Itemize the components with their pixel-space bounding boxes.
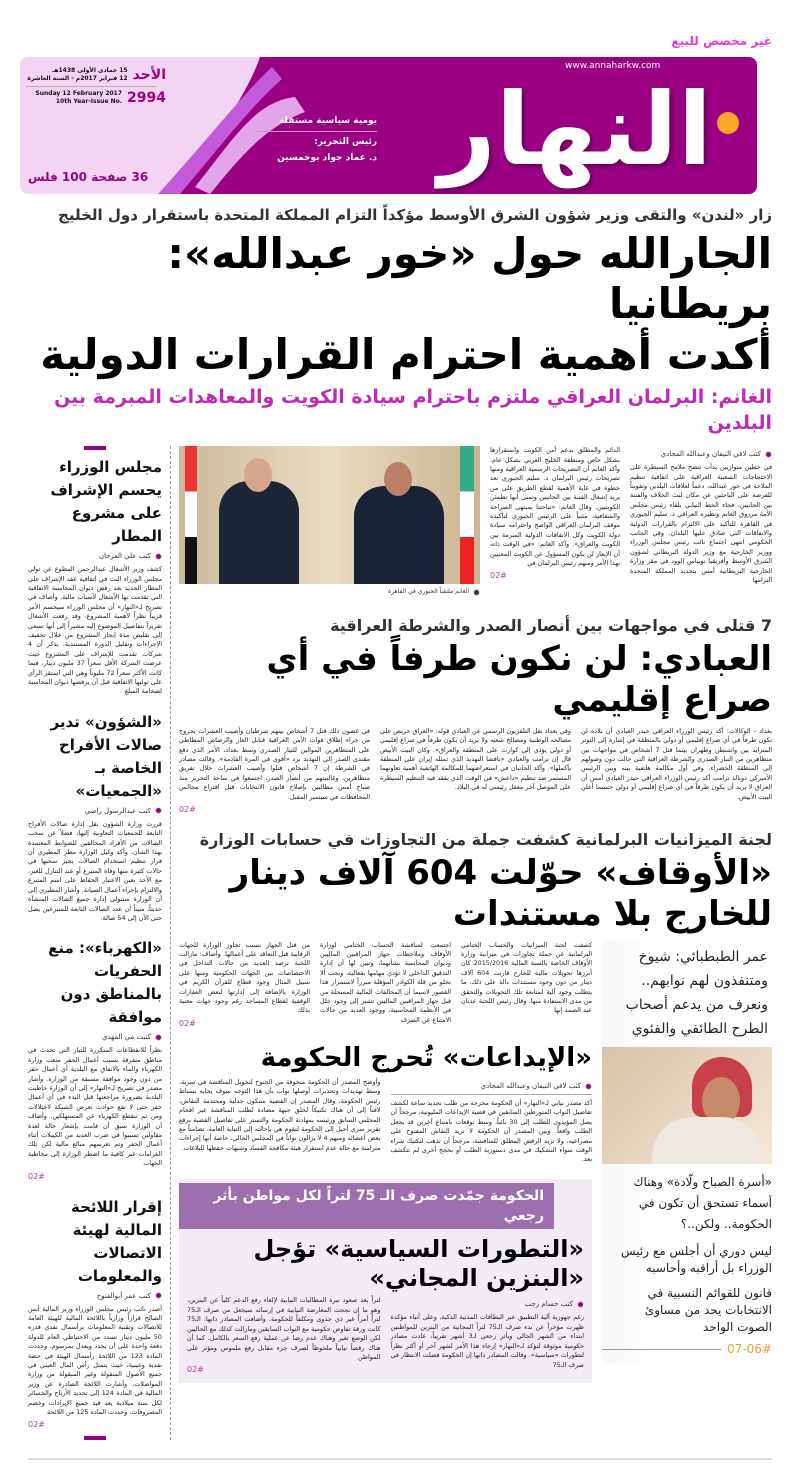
lead-photo — [179, 446, 480, 584]
lead-story — [179, 446, 772, 601]
lead-col2: الدائم والمطلق بدعم أمن الكويت واستقرارها بشكل خاص ومنطقة الخليج العربي بشكل عام. وأكد الغانم أن التصريحات الرسمية العراقية ومنها تصريحات رئيس البرلمان د. سليم الجبوري تعد خطوة في غاية الأهمية لقطع الطريق على من يريد إشعال الفتنة بين الجانبين وتمنى أنها تطمئن الكويتيين. وقال الغانم: «تباحثنا بمنتهى الصراحة والشفافية، مثنياً على الرئيس الجبوري لتأكيده موقف البرلمان العراقي الواضح واحترامه سيادة دولة الكويت وكل الاتفاقات الدولية المبرمة بين الكويت والعراق». وأكد الغانم: «في الوقت ذاته أن الإيعاز لن يكون المسؤول عن الكويت المعنيين بهذا الأمر ومنهم رئيس البرلمان في — [490, 446, 620, 568]
petrol-byline: كتب حسام رجب — [391, 1299, 585, 1309]
abadi-story — [179, 615, 772, 815]
deposits-col2: وأوضح المصدر أن الحكومة متخوفة من الجنوح لتحويل المناقشة في سرية، وسط تهديدات وتحذيرات أوصلها نواب بأن هذا التوجه سوف يجابه بسباط رئيس الحكومة، وقال المصدر إن القضية ستكون جدلية ومحتدمة النقاش، لافتاً إلى أن هناك تكتيكاً لخلق جبهة مضادة لطلب المناقشة عبر اقحام المجلس السابق ورئيسه بمهادنة الحكومة والتستر على تفاصيل القضية برفع تقرير سري أحيل إلى الحكومة لتقوم هي بإحالته إلى النيابة العامة، تضامناً مع بعض أعضائه ومنهم 4 لا يزالون نواباً في المجلس الحالي، خاصة أنها إجراءات متزامنة مع حالة عدم استقرار هيئة مكافحة الفساد وشبهات حفظها للبلاغات. — [179, 1078, 381, 1152]
deposits-byline: كتب لافي النيفان وعبدالله المجادي — [391, 1081, 593, 1095]
gregorian-date: 12 فبراير 2017م - السنة العاشرة — [27, 75, 128, 82]
date-english: Sunday 12 February 2017 — [35, 90, 123, 97]
sidebar-ref[interactable]: 02# — [28, 1171, 45, 1181]
sidebar-headline: مجلس الوزراء يحسم الإشراف على مشروع المطار — [50, 458, 162, 546]
sidebar-ref[interactable]: 02# — [28, 1420, 45, 1430]
tagline: يومية سياسية مستقلة — [257, 115, 377, 132]
main-column — [179, 446, 772, 1383]
hijri-date: 15 جمادى الأولى 1438هـ — [52, 67, 128, 74]
abadi-col2: وفي بغداد نقل التلفزيون الرسمي عن العبادي قوله: «العراق حريص على مصالحه الوطنية ومصالح شعبه ولا يريد أن يكون طرفاً في صراع إقليمي أو دولي يؤدي إلى كوارث على المنطقة والعراق». وكان البيت الأبيض قال إن ترامب والعبادي «ناقشا التهديد الذي تمثله إيران على المنطقة بأكملها». وأكد الجانبان في استعراضهما للمكالمة الهاتفية أهمية تعاونهما المستمر ضد تنظيم «داعش» في الوقت الذي يفقد فيه التنظيم السيطرة على الموصل آخر معقل رئيسي له في البلاد. — [380, 726, 571, 792]
not-for-sale-notice: غير مخصص للبيع — [671, 34, 772, 48]
editor-label: رئيس التحرير: — [314, 137, 377, 147]
opinion-column — [602, 941, 772, 1363]
sidebar-divider — [170, 446, 171, 1440]
lead-col1: في خطين متوازيين بدأت تتضح ملامح السيطرة على الاحتجاجات الشعبية العراقية على اتفاقية تنظيم الملاحة في خور عبدالله، دعماً لعلاقات البلدين وتفويتاً للفرصة على الباحثين عن مكان لبث الخلاف والفتنة بين الجانبين، فجاء الخط النيابي بلقاء رئيس مجلس الأمة مرزوق الغانم ونظيره العراقي د. سليم الجبوري في القاهرة للتأكيد على الالتزام بالقرارات الدولية والاتفاقات التي صادق عليها البلدان. وفي الجانب الحكومي انتهى اجتماع نائب رئيس مجلس الوزراء ووزير الخارجية مع وزير الدولة البريطاني لشؤون الشرق الأوسط وأفريقيا توبياس إلوود في مقر وزارة الخارجية البريطانية أمس بتجديد المملكة المتحدة التزامها — [630, 463, 772, 585]
petrol-box — [179, 1179, 592, 1383]
abadi-col1: بغداد - الوكالات: أكد رئيس الوزراء العراقي حيدر العبادي أن بلاده لن تكون طرفاً في أي صراع إقليمي أو دولي بالمنطقة في إشارة إلى التوتر المتزايد بين واشنطن وطهران بينما قتل 7 أشخاص في مواجهات بين متظاهرين من التيار الصدري والشرطة العراقية التي حالت دون وصولهم إلى المنطقة الخضراء. وفي أول مكالمة هاتفية بينه وبين الرئيس الأميركي دونالد ترامب أكد رئيس الوزراء العراقي حيدر العبادي أمس أن العراق لا يريد أن يكون طرفاً في أي صراع إقليمي أو دولي حسبما أعلن البيت الأبيض. — [581, 726, 772, 801]
opinion-item-1: «أسرة الصباح ولّادة» وهناك أسماء تستحق أن تكون في الحكومة.. ولكن..؟ — [633, 1174, 772, 1231]
issue-number: 2994 — [127, 90, 166, 106]
sidebar-body: نظراً للانقطاعات المتكررة للتيار التي تحدث في مناطق متفرقة بسبب أعمال الحفر منعت وزارة الكهرباء والماء بالاتفاق مع البلدية أي أعمال حفر من دون وجود موافقة مسبقة من الوزارة. وأشار مصدر في تصريح لـ«النهار» إلى أن الوزارة خاطبت البلدية بضرورة مراجعتها قبل البدء في أي أعمال حفر حتى لا تقع حوادث تعرض الشبكة لاختلالات ومن ثم تنقطع الكهرباء عن المستهلكين. وأضاف أن الوزارة سبق أن قامت بإشعار حالة لعدة مقاولين تسببوا في ضرب العديد من الكيبلات أثناء أعمال الحفر وتم تغريمهم مبالغ مالية لكن تلك الغرامات غير كافية ما اضطر الوزارة إلى مخاطبة الجهات — [28, 1046, 162, 1168]
deposits-story — [179, 1043, 592, 1165]
opinion-photo — [602, 1047, 772, 1164]
day: الأحد — [132, 67, 166, 83]
lead-headline-line1: الجارالله حول «خور عبدالله»: بريطانيا — [167, 229, 772, 329]
petrol-col2: لتراً بعد صعود نبرة المطالبات النيابية لإلغاء رفع الدعم كلياً عن البنزين، وهو ما إن نجحت المعارضة النيابية في إرسائه سيجعل من صرف الـ75 لتراً أمراً غير ذي جدوى ومكلفاً للحكومة. وأضافت المصادر ذاتها: الـ75 كانت ورقة تفاوض حكومية مع النواب السابقين ومازالت كذلك مع الحاليين لكن الوضع تغير وهناك عدم رضا عن عملية رفع السعر بالكامل، كما أن هناك رفضاً نيابياً ملحوظاً لصرف جزء مقابل رفع ملموس ومؤثر على المواطن — [187, 1296, 381, 1361]
bottom-rule — [28, 1458, 772, 1460]
sidebar-body: قررت وزارة الشؤون نقل إدارة صالات الأفراح التابعة للجمعيات التعاونية إليها، فضلاً عن سحب الصالات من الأفراد المخالفين للضوابط المعتمدة بهذا الشأن. وأكد وكيل الوزارة مطر المطيري أن قرار تنظيم استخدام الصالات يجيز سحبها في حالات كثيرة منها وفاة المتبرع أو عند التنازل للغير، مع الأخذ بعين الاعتبار الحفاظ على اسم المتبرع والالتزام بإجراء أعمال الصيانة. وأشار المطيري إلى أن الوزارة ستتولى إدارة جميع الصالات المنشأة حديثاً، مبيناً أن عدد الصالات التابعة للمتبرعين يصل حتى الآن إلى 54 صالة. — [28, 819, 162, 922]
opinion-item-2: ليس دوري أن أجلس مع رئيس الوزراء بل أراقبه وأحاسبه — [620, 1243, 772, 1275]
sidebar-item-telecom: إقرار اللائحة المالية لهيئة الاتصالات والمعلومات كتب عمر أبوالفتوح أصدر نائب رئيس مجلس الوزراء وزير المالية أنس الصالح قراراً وزارياً باللائحة المالية للهيئة العامة للاتصالات وتقنية المعلومات برأسمال نقدي قدره 50 مليون دينار تسدد من الاحتياطي العام للدولة دفعة واحدة على أن يجدد ويعدل بمرسوم، وحددت المادة 123 من اللائحة رأسمال الهيئة في حصة نقدية وعينية، حيث يتمثل رأس المال العيني في جميع الأصول المنقولة وغير المنقولة من وزارة المواصلات. وأشارت اللائحة الصادرة عن وزير المالية في المادة 124 إلى تحديد الأرباح والخسائر لكل سنة ميلادية بعد قيد جميع الإيرادات وخصم المصروفات، وحددت المادة 125 من اللائحة 02# — [28, 1197, 162, 1430]
petrol-ref[interactable]: 02# — [187, 1365, 204, 1375]
sidebar-top-accent — [84, 446, 106, 450]
sidebar — [28, 446, 162, 1440]
sidebar-item-airport: مجلس الوزراء يحسم الإشراف على مشروع المطار كتب علي الفرحان كشف وزير الأشغال عبدالرحمن المطوع عن تولي مجلس الوزراء البت في اتفاقية عقد الإشراف على المطار الجديد بعد رفض ديوان المحاسبة الاتفاقية التي تقدمت بها الأشغال لأسباب مالية. وأضاف في تصريح لـ«النهار» أن مجلس الوزراء سيحسم الأمر قريباً نظراً لأهمية المشروع، وقد رفعت الأشغال تقريراً بتفاصيل الموضوع إليه مشيراً إلى أنها تسعى إلى تقليص مدة إنجاز المشروع من خلال تخفيف الإجراءات وتقليل الدورة المستندية. يذكر أن 4 شركات تقدمت للإشراف على المشروع حيث عرضت الشركة الأقل سعراً 37 مليون دينار، فيما كانت الأكثر سعراً 72 مليوناً وهي التي استقر الرأي على توليها الاتفاقية قبل أن يرفضها ديوان المحاسبة لضخامة المبلغ — [28, 458, 162, 696]
byline-bullet-icon — [577, 1301, 584, 1308]
abadi-kicker: 7 قتلى في مواجهات بين أنصار الصدر والشرطة العراقية — [330, 616, 772, 636]
awqaf-story — [179, 829, 772, 1383]
lead-headline-line2: أكدت أهمية احترام القرارات الدولية — [40, 329, 772, 379]
abadi-headline: العبادي: لن نكون طرفاً في أي صراع إقليمي — [266, 639, 772, 720]
opinion-ref[interactable]: 07-06# — [727, 1341, 772, 1356]
awqaf-col1: كشفت لجنة الميزانيات والحساب الختامي البرلمانية عن جملة تجاوزات في ميزانية وزارة الأوقاف الخاصة بالسنة المالية 2015/2016 كان أبرزها تحويلات مالية للخارج قاربت 604 آلاف دينار من دون وجود مستندات دالة على ذلك، ما يتطلب وجود آلية لمتابعة تلك التحويلات والتحقق من مدى الاستفادة منها. وقال رئيس اللجنة عدنان عبد الصمد إنها — [461, 940, 592, 1015]
newspaper-logo: النهار — [438, 71, 712, 188]
petrol-band: الحكومة جمّدت صرف الـ 75 لتراً لكل مواطن بأثر رجعي — [179, 1183, 554, 1229]
byline-bullet-icon — [155, 807, 162, 814]
sidebar-body: أصدر نائب رئيس مجلس الوزراء وزير المالية أنس الصالح قراراً وزارياً باللائحة المالية للهيئة العامة للاتصالات وتقنية المعلومات برأسمال نقدي قدره 50 مليون دينار تسدد من الاحتياطي العام للدولة دفعة واحدة على أن يجدد ويعدل بمرسوم، وحددت المادة 123 من اللائحة رأسمال الهيئة في حصة نقدية وعينية، حيث يتمثل رأس المال العيني في جميع الأصول المنقولة وغير المنقولة من وزارة المواصلات. وأشارت اللائحة الصادرة عن وزير المالية في المادة 124 إلى تحديد الأرباح والخسائر لكل سنة ميلادية بعد قيد جميع الإيرادات وخصم المصروفات، وحددت المادة 125 من اللائحة — [28, 1304, 162, 1417]
website[interactable]: www.annaharkw.com — [565, 61, 661, 71]
awqaf-col3: من قبل الجهاز بسبب تجاوز الوزارة للجهات الرقابية قبل التعاقد على أعمالها. وأضاف: مازالت اللجنة ترصد العديد من حالات التداخل في الاختصاصات بين الجهات الحكومية ومنها على سبيل المثال وجود قطاع للقرآن الكريم في الوزارة بالإضافة إلى إدارتها لبعض العقارات الوقفية لقطاع المساجد رغم وجود جهات معنية بذلك — [179, 940, 310, 1015]
lead-subhead: الغانم: البرلمان العراقي ملتزم باحترام سيادة الكويت والمعاهدات المبرمة بين البلدين — [54, 386, 772, 435]
sidebar-headline: «الشؤون» تدير صالات الأفراح الخاصة بـ «الجمعيات» — [50, 712, 162, 800]
byline-bullet-icon — [155, 1034, 162, 1041]
byline-bullet-icon — [155, 1292, 162, 1299]
caption-bullet-icon — [473, 589, 480, 596]
sidebar-headline: إقرار اللائحة المالية لهيئة الاتصالات والمعلومات — [71, 1197, 162, 1285]
year-issue-english: 10th Year-Issue No. — [55, 98, 123, 105]
opinion-item-3: قانون للقوائم النسبية في الانتخابات يحد من مساوئ الصوت الواحد — [644, 1285, 772, 1334]
abadi-col3: في غضون ذلك قتل 7 أشخاص بينهم شرطيان وأصيب العشرات بجروح من جراء إطلاق قوات الأمن العراقية قنابل الغاز والرصاص المطاطي على المتظاهرين الموالين للتيار الصدري وسط بغداد، الأمر الذي دفع مقتدى الصدر إلى التهديد برد «أقوى في المرة القادمة». وقالت مصادر في الشرطة إن 7 أشخاص قتلوا وأصيب العشرات خلال تفريق متظاهرين، وغالبيتهم من أنصار الصدر، اجتمعوا في ساحة التحرير منذ صباح أمس مطالبين بإصلاح قانون الانتخابات قبل اقتراع مجالس المحافظات في سبتمبر المقبل. — [179, 726, 370, 801]
lead-photo-caption: الغانم ملتقياً الجبوري في القاهرة — [179, 587, 480, 597]
lead-kicker: زار «لندن» والتقى وزير شؤون الشرق الأوسط مؤكداً التزام المملكة المتحدة باستقرار دول الخليج — [58, 206, 772, 224]
price: 36 صفحة 100 فلس — [28, 170, 149, 184]
abadi-ref[interactable]: 02# — [179, 805, 196, 815]
sidebar-bottom-accent — [84, 1436, 106, 1440]
editor-name: د. عماد جواد بوخمسين — [277, 153, 377, 163]
deposits-col1: أكد مصدر نيابي لـ«النهار» أن الحكومة محرجة من طلب تحديد ساعة لكشف تفاصيل النواب المتورطين السابقين في قضية الإيداعات المليونية، مرجحاً أن يصل المؤيدون للطلب إلى 30 نائباً، وسط توقعات بامتناع آخرين قد يجعل الطلب واقعاً. وبين المصدر أن الحكومة لا تريد النقاش المفتوح على مصراعيه، ولا تريد الرفض المطلق للمناقشة، مرجحاً أن تذهب لتكتيك شراء الوقت سواء التشكيك في مدى دستورية الطلب أو بحجج أخرى لم تتكشف بعد. — [390, 1099, 592, 1164]
sidebar-item-affairs: «الشؤون» تدير صالات الأفراح الخاصة بـ «الجمعيات» كتب عبدالرسول راضي قررت وزارة الشؤون نقل إدارة صالات الأفراح التابعة للجمعيات التعاونية إليها، فضلاً عن سحب الصالات من الأفراد المخالفين للضوابط المعتمدة بهذا الشأن. وأكد وكيل الوزارة مطر المطيري أن قرار تنظيم استخدام الصالات يجيز سحبها في حالات كثيرة منها وفاة المتبرع أو عند التنازل للغير، مع الأخذ بعين الاعتبار الحفاظ على اسم المتبرع والالتزام بإجراء أعمال الصيانة. وأشار المطيري إلى أن الوزارة ستتولى إدارة جميع الصالات المنشأة حديثاً، مبيناً أن عدد الصالات التابعة للمتبرعين يصل حتى الآن إلى 54 صالة. — [28, 712, 162, 922]
lead-byline: كتب لافي النيفان وعبدالله المجادي — [630, 449, 772, 459]
awqaf-ref[interactable]: 02# — [179, 1018, 196, 1028]
awqaf-headline: «الأوقاف» حوّلت 604 آلاف دينار للخارج بلا مستندات — [229, 853, 772, 934]
awqaf-col2: اجتمعت لمناقشة الحساب الختامي لوزارة الأوقاف وملاحظات جهاز المراقبين الماليين وديوان المحاسبة بشأنهما، وتبين لها أن إدارة التدقيق الداخلي لا تؤدي مهامها بفعالية، ويجب ألا تخلو من قلة الكوادر المؤهلة مبرراً لاستمرار هذا القصور لاسيما أن المخالفات المالية المسجلة من قبل جهاز المراقبين الماليين تشير إلى وجود خلل في الأنظمة المحاسبية، ووجود العديد من حالات الامتناع عن الصرف — [320, 940, 451, 1024]
byline-bullet-icon — [765, 451, 772, 458]
sidebar-body: كشف وزير الأشغال عبدالرحمن المطوع عن تولي مجلس الوزراء البت في اتفاقية عقد الإشراف على المطار الجديد بعد رفض ديوان المحاسبة الاتفاقية التي تقدمت بها الأشغال لأسباب مالية. وأضاف في تصريح لـ«النهار» أن مجلس الوزراء سيحسم الأمر قريباً نظراً لأهمية المشروع، وقد رفعت الأشغال تقريراً بتفاصيل الموضوع إليه مشيراً إلى أنها تسعى إلى تقليص مدة إنجاز المشروع من خلال تخفيف الإجراءات وتقليل الدورة المستندية. يذكر أن 4 شركات تقدمت للإشراف على المشروع حيث عرضت الشركة الأقل سعراً 37 مليون دينار، فيما كانت الأكثر سعراً 72 مليوناً وهي التي استقر الرأي على توليها الاتفاقية قبل أن يرفضها ديوان المحاسبة لضخامة المبلغ — [28, 565, 162, 696]
awqaf-kicker: لجنة الميزانيات البرلمانية كشفت جملة من التجاوزات في حسابات الوزارة — [199, 830, 772, 850]
opinion-quote: عمر الطبطبائي: شيوخ ومتنفذون لهم نوابهم.. ونعرف من يدعم أصحاب الطرح الطائفي والفئوي — [625, 948, 768, 1037]
petrol-col1: رغم جهوزية آلية التطبيق عبر البطاقات المدنية الذكية، وعلى أنباء مؤكدة ظهرت مؤخراً عن بدء صرف الـ75 لتراً المجانية من البنزين للمواطنين ابتداء من الشهر الحالي وبأثر رجعي لـ3 أشهر تقريباً، عادت مصادر حكومية موثوقة لتؤكد لـ«النهار» إرجاء هذا الأمر لشهر آخر أو أكثر نظراً لتطورات «سياسية». وقالت المصادر ذاتها إن الحكومة فضلت الانتظار في صرف الـ75 — [390, 1313, 585, 1369]
petrol-headline: «التطورات السياسية» تؤجل «البنزين المجاني» — [253, 1234, 584, 1292]
sidebar-headline: «الكهرباء»: منع الحفريات بالمناطق دون موافقة — [48, 939, 162, 1027]
byline-bullet-icon — [155, 553, 162, 560]
lead-ref[interactable]: 02# — [490, 571, 507, 581]
deposits-headline: «الإيداعات» تُحرج الحكومة — [260, 1042, 592, 1073]
byline-bullet-icon — [585, 1083, 592, 1090]
sidebar-item-electricity: «الكهرباء»: منع الحفريات بالمناطق دون موافقة كتبت مي المهدي نظراً للانقطاعات المتكررة للتيار التي تحدث في مناطق متفرقة بسبب أعمال الحفر منعت وزارة الكهرباء والماء بالاتفاق مع البلدية أي أعمال حفر من دون وجود موافقة مسبقة من الوزارة. وأشار مصدر في تصريح لـ«النهار» إلى أن الوزارة خاطبت البلدية بضرورة مراجعتها قبل البدء في أي أعمال حفر حتى لا تقع حوادث تعرض الشبكة لاختلالات ومن ثم تنقطع الكهرباء عن المستهلكين. وأضاف أن الوزارة سبق أن قامت بإشعار حالة لعدة مقاولين تسببوا في ضرب العديد من الكيبلات أثناء أعمال الحفر وتم تغريمهم مبالغ مالية لكن تلك الغرامات غير كافية ما اضطر الوزارة إلى مخاطبة الجهات 02# — [28, 939, 162, 1181]
